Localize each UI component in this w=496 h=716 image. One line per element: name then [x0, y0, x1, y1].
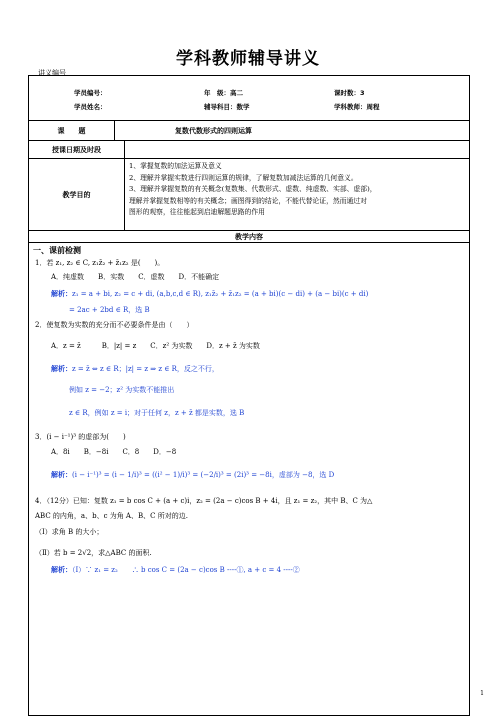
date-label: 授课日期及时段 [29, 141, 125, 158]
content-line [35, 527, 103, 537]
content-line [35, 511, 188, 521]
goals-row [29, 159, 469, 231]
section-title: 一、课前检测 [33, 246, 81, 255]
goal-line: 1、掌握复数的加法运算及意义 [129, 162, 222, 170]
info-row [29, 76, 469, 121]
line-text: z ∈ R，例如 z = i；对于任何 z，z + z̄ 都是实数，选 B [69, 409, 245, 417]
line-text: z₁ = a + bi, z₂ = c + di, (a,b,c,d ∈ R), z₁z̄₂ + z̄₁z₂ = (a + bi)(c − di) + (a − bi)(c + di) [72, 290, 369, 298]
content-line [35, 258, 164, 268]
page-title: 学科教师辅导讲义 [176, 49, 320, 69]
line-text: (i − i⁻¹)³ = (i − 1/i)³ = ((i² − 1)/i)³ = (−2/i)³ = (2i)³ = −8i，虚部为 −8，选 D [72, 471, 335, 479]
content-line [69, 385, 174, 395]
lesson-table [28, 75, 470, 716]
goal-line: 图形的观察，往往能起到启迪解题思路的作用 [129, 208, 265, 216]
line-text: （Ⅰ）∵ z₁ = z₂ ∴ b cos C = (2a − c)cos B ----①, a + c = 4 ----② [72, 566, 300, 574]
content-line [51, 447, 176, 457]
content-line [69, 305, 150, 315]
goal-line: 3、理解并掌握复数的有关概念(复数集、代数形式、虚数、纯虚数、实部、虚部)， [129, 185, 377, 193]
analysis-label: 解析： [51, 565, 72, 574]
line-text: A．z = z̄ B．|z| = z C．z² 为实数 D．z + z̄ 为实数 [51, 342, 260, 350]
student-no: 学员编号： [74, 89, 107, 97]
goals-label: 教学目的 [29, 159, 125, 230]
goals-list [125, 159, 469, 230]
line-text: （Ⅰ）求角 B 的大小； [35, 528, 104, 536]
goal-line: 2、理解并掌握实数进行四则运算的规律，了解复数加减法运算的几何意义。 [129, 173, 358, 182]
content-heading-row: 教学内容 [29, 231, 469, 243]
date-row [29, 141, 469, 159]
subject: 辅导科目：数学 [204, 103, 250, 111]
page-number: 1 [480, 690, 484, 697]
content-line [35, 548, 152, 558]
teacher: 学科教师：周程 [334, 103, 380, 111]
topic-value: 复数代数形式的四则运算 [175, 126, 252, 135]
goal-line: 理解并掌握复数相等的有关概念；画图得到的结论，不能代替论证，然而通过对 [129, 196, 367, 205]
analysis-label: 解析： [51, 289, 72, 298]
grade: 年 级：高二 [204, 89, 243, 97]
topic-label: 课 题 [29, 121, 115, 140]
analysis-label: 解析： [51, 470, 72, 479]
line-text: 4．（12分）已知：复数 z₁ = b cos C + (a + c)i，z₂ = (2a − c)cos B + 4i，且 z₁ = z₂，其中 B、C 为△ [35, 497, 373, 505]
line-text: z = z̄ ⇔ z ∈ R；|z| = z ⇒ z ∈ R，反之不行， [72, 365, 219, 373]
topic-row [29, 121, 469, 141]
hours: 课时数：3 [334, 89, 365, 97]
content-line [51, 565, 300, 575]
line-text: 1．若 z₁, z₂ ∈ C, z₁z̄₂ + z̄₁z₂ 是( )。 [35, 259, 165, 267]
content-area [29, 243, 469, 715]
content-line [69, 408, 244, 418]
content-line [51, 272, 219, 282]
doc-number-label: 讲义编号 [38, 69, 66, 77]
line-text: A．纯虚数 B．实数 C．虚数 D．不能确定 [51, 273, 220, 281]
content-line [51, 364, 219, 374]
content-line [35, 320, 193, 330]
content-line [35, 432, 126, 442]
content-line [51, 289, 368, 299]
line-text: ABC 的内角，a、b、c 为角 A、B、C 所对的边. [35, 512, 188, 520]
line-text: 例如 z = −2；z² 为实数不能推出 [69, 386, 175, 394]
content-line [51, 470, 334, 480]
line-text: 2．使复数为实数的充分而不必要条件是由（ ） [35, 321, 194, 329]
line-text: A．8i B．−8i C．8 D．−8 [51, 448, 177, 456]
line-text: 3．(i − i⁻¹)³ 的虚部为( ) [35, 433, 126, 441]
line-text: （Ⅱ）若 b = 2√2，求△ABC 的面积. [35, 549, 152, 557]
content-line [51, 341, 260, 351]
content-line [35, 496, 372, 506]
line-text: = 2ac + 2bd ∈ R，选 B [69, 306, 150, 314]
analysis-label: 解析： [51, 364, 72, 373]
student-name: 学员姓名： [74, 103, 107, 111]
